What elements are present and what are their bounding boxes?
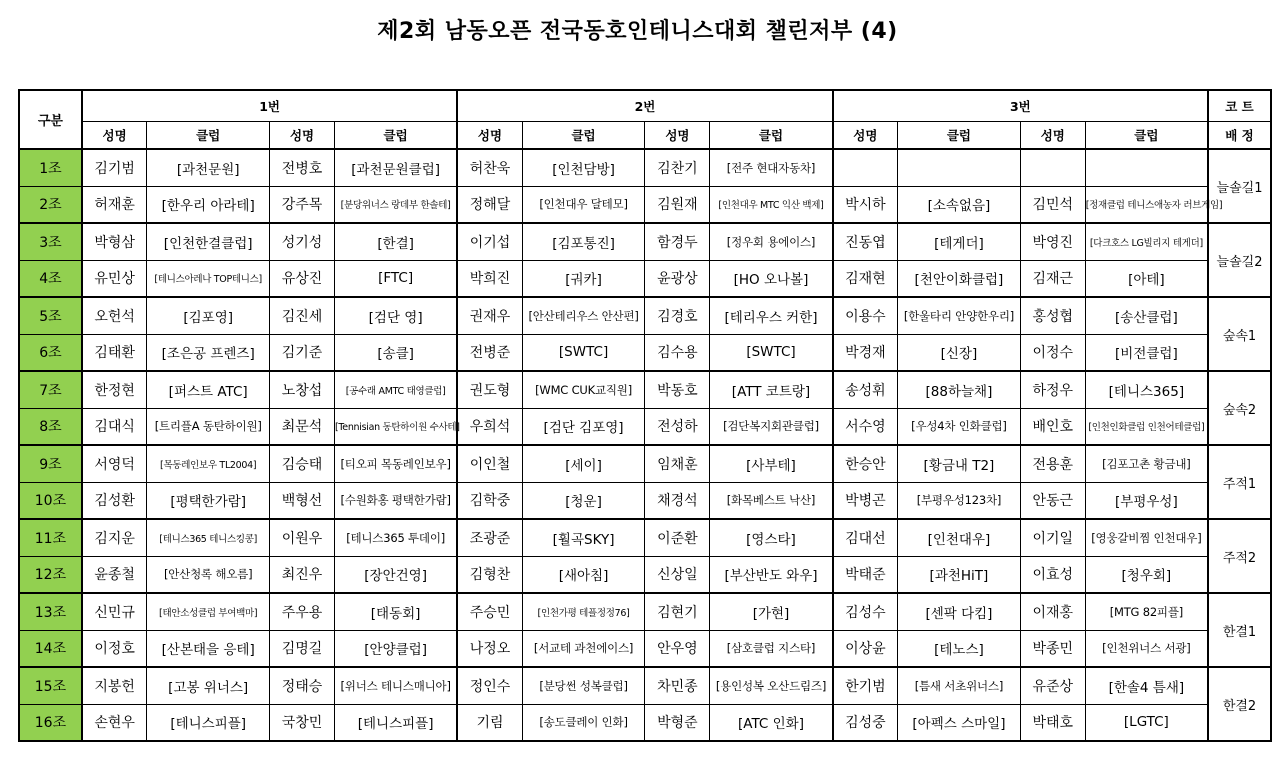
player-name: 이기섭 xyxy=(457,223,522,260)
player-name: 김지운 xyxy=(82,519,147,556)
player-name: 김현기 xyxy=(645,593,710,630)
col-name-header: 성명 xyxy=(1020,121,1085,149)
player-club: [태안소성클럽 부여백마] xyxy=(147,593,270,630)
table-row xyxy=(19,667,1271,704)
player-club: [송산클럽] xyxy=(1085,297,1208,334)
header-row-columns xyxy=(19,121,1271,149)
player-name: 백형선 xyxy=(270,482,335,519)
player-name: 윤광상 xyxy=(645,260,710,297)
player-club: [티오피 목동레인보우] xyxy=(334,445,457,482)
player-club: [장안건영] xyxy=(334,556,457,593)
table-row xyxy=(19,371,1271,408)
table-row xyxy=(19,593,1271,630)
player-club xyxy=(898,149,1021,186)
player-name: 김대선 xyxy=(833,519,898,556)
player-name: 김태환 xyxy=(82,334,147,371)
player-club: [부산반도 와우] xyxy=(710,556,833,593)
group-label: 6조 xyxy=(19,334,82,371)
player-name: 이효성 xyxy=(1020,556,1085,593)
player-club: [MTG 82피플] xyxy=(1085,593,1208,630)
col-club-header: 클럽 xyxy=(1085,121,1208,149)
player-name: 유준상 xyxy=(1020,667,1085,704)
group-label: 12조 xyxy=(19,556,82,593)
player-club: [한결] xyxy=(334,223,457,260)
player-name: 박영진 xyxy=(1020,223,1085,260)
col-club-header: 클럽 xyxy=(522,121,645,149)
player-name: 최진우 xyxy=(270,556,335,593)
col-club-header: 클럽 xyxy=(147,121,270,149)
player-club: [검단복지회관클럽] xyxy=(710,408,833,445)
player-name: 김수용 xyxy=(645,334,710,371)
player-club: [우성4차 인화클럽] xyxy=(898,408,1021,445)
table-row xyxy=(19,260,1271,297)
table-row xyxy=(19,482,1271,519)
court-assignment: 늘솔길1 xyxy=(1208,149,1271,223)
player-name: 안동근 xyxy=(1020,482,1085,519)
venue-header-2: 2번 xyxy=(457,90,832,121)
player-club: [테니스피플] xyxy=(334,704,457,741)
court-assignment: 숲속2 xyxy=(1208,371,1271,445)
player-club: [영스타] xyxy=(710,519,833,556)
player-name: 박종민 xyxy=(1020,630,1085,667)
group-label: 11조 xyxy=(19,519,82,556)
player-club: [송클] xyxy=(334,334,457,371)
col-name-header: 성명 xyxy=(270,121,335,149)
player-club: [센팍 다킴] xyxy=(898,593,1021,630)
table-row xyxy=(19,630,1271,667)
player-name: 주우용 xyxy=(270,593,335,630)
player-club: [김포영] xyxy=(147,297,270,334)
player-name: 김형찬 xyxy=(457,556,522,593)
player-club: [청운] xyxy=(522,482,645,519)
player-name: 박경재 xyxy=(833,334,898,371)
player-club: [조은공 프렌즈] xyxy=(147,334,270,371)
col-club-header: 클럽 xyxy=(710,121,833,149)
player-club: [인천담방] xyxy=(522,149,645,186)
player-name: 임채훈 xyxy=(645,445,710,482)
court-header-top: 코 트 xyxy=(1208,90,1271,121)
player-club: [세이] xyxy=(522,445,645,482)
player-name: 한기범 xyxy=(833,667,898,704)
player-name: 기림 xyxy=(457,704,522,741)
player-name: 국창민 xyxy=(270,704,335,741)
schedule-table xyxy=(18,89,1272,742)
player-club: [전주 현대자동차] xyxy=(710,149,833,186)
player-club: [안양클럽] xyxy=(334,630,457,667)
player-club: [테니스365 테니스킹콩] xyxy=(147,519,270,556)
player-club: [공수래 AMTC 태영클럽] xyxy=(334,371,457,408)
player-club: [인천대우 MTC 익산 백제] xyxy=(710,186,833,223)
player-club: [테리우스 커한] xyxy=(710,297,833,334)
court-assignment: 숲속1 xyxy=(1208,297,1271,371)
player-name: 손현우 xyxy=(82,704,147,741)
player-name: 홍성협 xyxy=(1020,297,1085,334)
player-club: [틈새 서초위너스] xyxy=(898,667,1021,704)
group-label: 16조 xyxy=(19,704,82,741)
player-club: [퍼스트 ATC] xyxy=(147,371,270,408)
player-club: [인천위너스 서광] xyxy=(1085,630,1208,667)
player-name: 우희석 xyxy=(457,408,522,445)
player-name: 이준환 xyxy=(645,519,710,556)
col-name-header: 성명 xyxy=(645,121,710,149)
player-name: 김재현 xyxy=(833,260,898,297)
player-club: [훨곡SKY] xyxy=(522,519,645,556)
player-name: 김재근 xyxy=(1020,260,1085,297)
player-club: [한울타리 안양한우리] xyxy=(898,297,1021,334)
venue-header-1: 1번 xyxy=(82,90,457,121)
player-name: 전성하 xyxy=(645,408,710,445)
col-name-header: 성명 xyxy=(82,121,147,149)
col-club-header: 클럽 xyxy=(334,121,457,149)
player-club: [테니스아레나 TOP테니스] xyxy=(147,260,270,297)
player-club: [한우리 아라테] xyxy=(147,186,270,223)
player-club: [삼호클럽 지스타] xyxy=(710,630,833,667)
player-club: [ATC 인화] xyxy=(710,704,833,741)
player-name: 노창섭 xyxy=(270,371,335,408)
player-name: 박시하 xyxy=(833,186,898,223)
player-name: 강주목 xyxy=(270,186,335,223)
player-club: [SWTC] xyxy=(710,334,833,371)
player-name xyxy=(833,149,898,186)
player-club: [정재클럽 테니스애농자 러브게임] xyxy=(1085,186,1208,223)
player-club: [비전클럽] xyxy=(1085,334,1208,371)
player-name: 박태호 xyxy=(1020,704,1085,741)
player-name: 전병호 xyxy=(270,149,335,186)
table-row xyxy=(19,223,1271,260)
player-name: 이용수 xyxy=(833,297,898,334)
player-club: [가현] xyxy=(710,593,833,630)
table-row xyxy=(19,186,1271,223)
group-label: 14조 xyxy=(19,630,82,667)
player-club: [HO 오나볼] xyxy=(710,260,833,297)
player-name: 성기성 xyxy=(270,223,335,260)
player-name: 이인철 xyxy=(457,445,522,482)
player-club: [인천대우 달테모] xyxy=(522,186,645,223)
player-club: [김포통진] xyxy=(522,223,645,260)
player-name: 김승태 xyxy=(270,445,335,482)
player-name: 허찬욱 xyxy=(457,149,522,186)
player-name: 이재홍 xyxy=(1020,593,1085,630)
player-club: [영웅갈비찜 인천대우] xyxy=(1085,519,1208,556)
player-name: 신상일 xyxy=(645,556,710,593)
player-name: 김성환 xyxy=(82,482,147,519)
group-label: 3조 xyxy=(19,223,82,260)
player-name: 주승민 xyxy=(457,593,522,630)
player-name: 차민종 xyxy=(645,667,710,704)
player-club: [사부테] xyxy=(710,445,833,482)
player-club: [평택한가람] xyxy=(147,482,270,519)
player-club: [한솔4 틈새] xyxy=(1085,667,1208,704)
player-club: [테게더] xyxy=(898,223,1021,260)
player-club: [아펙스 스마일] xyxy=(898,704,1021,741)
table-row xyxy=(19,519,1271,556)
player-name: 정해달 xyxy=(457,186,522,223)
col-name-header: 성명 xyxy=(833,121,898,149)
player-name: 나정오 xyxy=(457,630,522,667)
player-name: 정태승 xyxy=(270,667,335,704)
group-label: 9조 xyxy=(19,445,82,482)
player-club: [목동레인보우 TL2004] xyxy=(147,445,270,482)
group-label: 15조 xyxy=(19,667,82,704)
player-club: [안산테리우스 안산편] xyxy=(522,297,645,334)
player-club: [소속없음] xyxy=(898,186,1021,223)
player-club: [다크호스 LG빌리지 테게더] xyxy=(1085,223,1208,260)
table-row xyxy=(19,149,1271,186)
player-name: 유민상 xyxy=(82,260,147,297)
player-club: [고봉 위너스] xyxy=(147,667,270,704)
player-name: 김기범 xyxy=(82,149,147,186)
player-name: 서수영 xyxy=(833,408,898,445)
player-name: 박형삼 xyxy=(82,223,147,260)
player-club: [궈카] xyxy=(522,260,645,297)
player-name: 오헌석 xyxy=(82,297,147,334)
player-name: 송성휘 xyxy=(833,371,898,408)
player-name: 이원우 xyxy=(270,519,335,556)
player-club: [부평우성] xyxy=(1085,482,1208,519)
page-title: 제2회 남동오픈 전국동호인테니스대회 챌린저부 (4) xyxy=(377,19,898,44)
player-club: [과천HiT] xyxy=(898,556,1021,593)
player-club: [새아침] xyxy=(522,556,645,593)
court-assignment: 한결2 xyxy=(1208,667,1271,741)
player-club xyxy=(1085,149,1208,186)
player-name: 서영덕 xyxy=(82,445,147,482)
player-name xyxy=(1020,149,1085,186)
player-name: 김찬기 xyxy=(645,149,710,186)
player-club: [검단 영] xyxy=(334,297,457,334)
player-club: [용인성복 오산드림즈] xyxy=(710,667,833,704)
court-header-bottom: 배 정 xyxy=(1208,121,1271,149)
player-club: [인천대우] xyxy=(898,519,1021,556)
player-club: [LGTC] xyxy=(1085,704,1208,741)
group-label: 2조 xyxy=(19,186,82,223)
player-name: 배인호 xyxy=(1020,408,1085,445)
player-club: [산본태을 응테] xyxy=(147,630,270,667)
player-club: [인천가평 테플정정76] xyxy=(522,593,645,630)
player-name: 최문석 xyxy=(270,408,335,445)
player-name: 신민규 xyxy=(82,593,147,630)
player-club: [SWTC] xyxy=(522,334,645,371)
player-name: 김원재 xyxy=(645,186,710,223)
table-row xyxy=(19,445,1271,482)
player-name: 김성중 xyxy=(833,704,898,741)
player-name: 박희진 xyxy=(457,260,522,297)
player-name: 김명길 xyxy=(270,630,335,667)
player-club: [인천인화클럽 인천어테클럽] xyxy=(1085,408,1208,445)
player-name: 하정우 xyxy=(1020,371,1085,408)
player-club: [황금내 T2] xyxy=(898,445,1021,482)
player-club: [송도클레이 인화] xyxy=(522,704,645,741)
player-name: 이상윤 xyxy=(833,630,898,667)
table-row xyxy=(19,334,1271,371)
player-name: 김기준 xyxy=(270,334,335,371)
venue-header-3: 3번 xyxy=(833,90,1208,121)
col-name-header: 성명 xyxy=(457,121,522,149)
player-name: 권재우 xyxy=(457,297,522,334)
player-club: [과천문원클럽] xyxy=(334,149,457,186)
player-club: [신장] xyxy=(898,334,1021,371)
player-club: [테노스] xyxy=(898,630,1021,667)
player-name: 권도형 xyxy=(457,371,522,408)
player-club: [검단 김포영] xyxy=(522,408,645,445)
player-club: [테니스피플] xyxy=(147,704,270,741)
player-club: [과천문원] xyxy=(147,149,270,186)
player-club: [청우회] xyxy=(1085,556,1208,593)
player-name: 유상진 xyxy=(270,260,335,297)
player-club: [정우회 용에이스] xyxy=(710,223,833,260)
court-assignment: 주적2 xyxy=(1208,519,1271,593)
player-name: 전병준 xyxy=(457,334,522,371)
player-club: [안산청록 해오름] xyxy=(147,556,270,593)
player-name: 김대식 xyxy=(82,408,147,445)
group-label: 8조 xyxy=(19,408,82,445)
court-assignment: 한결1 xyxy=(1208,593,1271,667)
player-name: 한정현 xyxy=(82,371,147,408)
player-club: [인천한결클럽] xyxy=(147,223,270,260)
player-club: [태동회] xyxy=(334,593,457,630)
player-name: 김민석 xyxy=(1020,186,1085,223)
player-club: [분당위너스 랑데부 한솔테] xyxy=(334,186,457,223)
gubun-header: 구분 xyxy=(19,90,82,149)
player-club: [수원화홍 평택한가람] xyxy=(334,482,457,519)
player-name: 채경석 xyxy=(645,482,710,519)
player-club: [테니스365] xyxy=(1085,371,1208,408)
table-row xyxy=(19,297,1271,334)
player-club: [분당썬 성복클럽] xyxy=(522,667,645,704)
player-club: [화목베스트 낙산] xyxy=(710,482,833,519)
player-name: 함경두 xyxy=(645,223,710,260)
player-name: 윤종철 xyxy=(82,556,147,593)
player-name: 박태준 xyxy=(833,556,898,593)
group-label: 13조 xyxy=(19,593,82,630)
player-club: [부평우성123차] xyxy=(898,482,1021,519)
player-name: 박형준 xyxy=(645,704,710,741)
player-name: 김경호 xyxy=(645,297,710,334)
player-name: 김진세 xyxy=(270,297,335,334)
player-name: 조광준 xyxy=(457,519,522,556)
player-name: 박동호 xyxy=(645,371,710,408)
player-club: [FTC] xyxy=(334,260,457,297)
player-club: [Tennisian 동탄하이원 수사테] xyxy=(334,408,457,445)
player-club: [WMC CUK교직원] xyxy=(522,371,645,408)
player-name: 정인수 xyxy=(457,667,522,704)
player-club: [김포고촌 황금내] xyxy=(1085,445,1208,482)
table-row xyxy=(19,556,1271,593)
group-label: 5조 xyxy=(19,297,82,334)
table-row xyxy=(19,408,1271,445)
player-name: 진동엽 xyxy=(833,223,898,260)
player-name: 이기일 xyxy=(1020,519,1085,556)
player-name: 이정호 xyxy=(82,630,147,667)
player-name: 한승안 xyxy=(833,445,898,482)
player-club: [테니스365 투데이] xyxy=(334,519,457,556)
player-club: [트리플A 동탄하이원] xyxy=(147,408,270,445)
player-name: 전용훈 xyxy=(1020,445,1085,482)
player-club: [위너스 테니스매니아] xyxy=(334,667,457,704)
player-name: 지봉헌 xyxy=(82,667,147,704)
table-row xyxy=(19,704,1271,741)
player-club: [천안이화클럽] xyxy=(898,260,1021,297)
court-assignment: 늘솔길2 xyxy=(1208,223,1271,297)
player-name: 이정수 xyxy=(1020,334,1085,371)
player-name: 허재훈 xyxy=(82,186,147,223)
player-name: 김학중 xyxy=(457,482,522,519)
court-assignment: 주적1 xyxy=(1208,445,1271,519)
header-row-venues xyxy=(19,90,1271,121)
group-label: 10조 xyxy=(19,482,82,519)
player-club: [서교테 과천에이스] xyxy=(522,630,645,667)
player-club: [ATT 코트랑] xyxy=(710,371,833,408)
col-club-header: 클럽 xyxy=(898,121,1021,149)
player-name: 안우영 xyxy=(645,630,710,667)
group-label: 7조 xyxy=(19,371,82,408)
player-club: [88하늘채] xyxy=(898,371,1021,408)
player-name: 박병곤 xyxy=(833,482,898,519)
group-label: 1조 xyxy=(19,149,82,186)
player-name: 김성수 xyxy=(833,593,898,630)
player-club: [아테] xyxy=(1085,260,1208,297)
group-label: 4조 xyxy=(19,260,82,297)
